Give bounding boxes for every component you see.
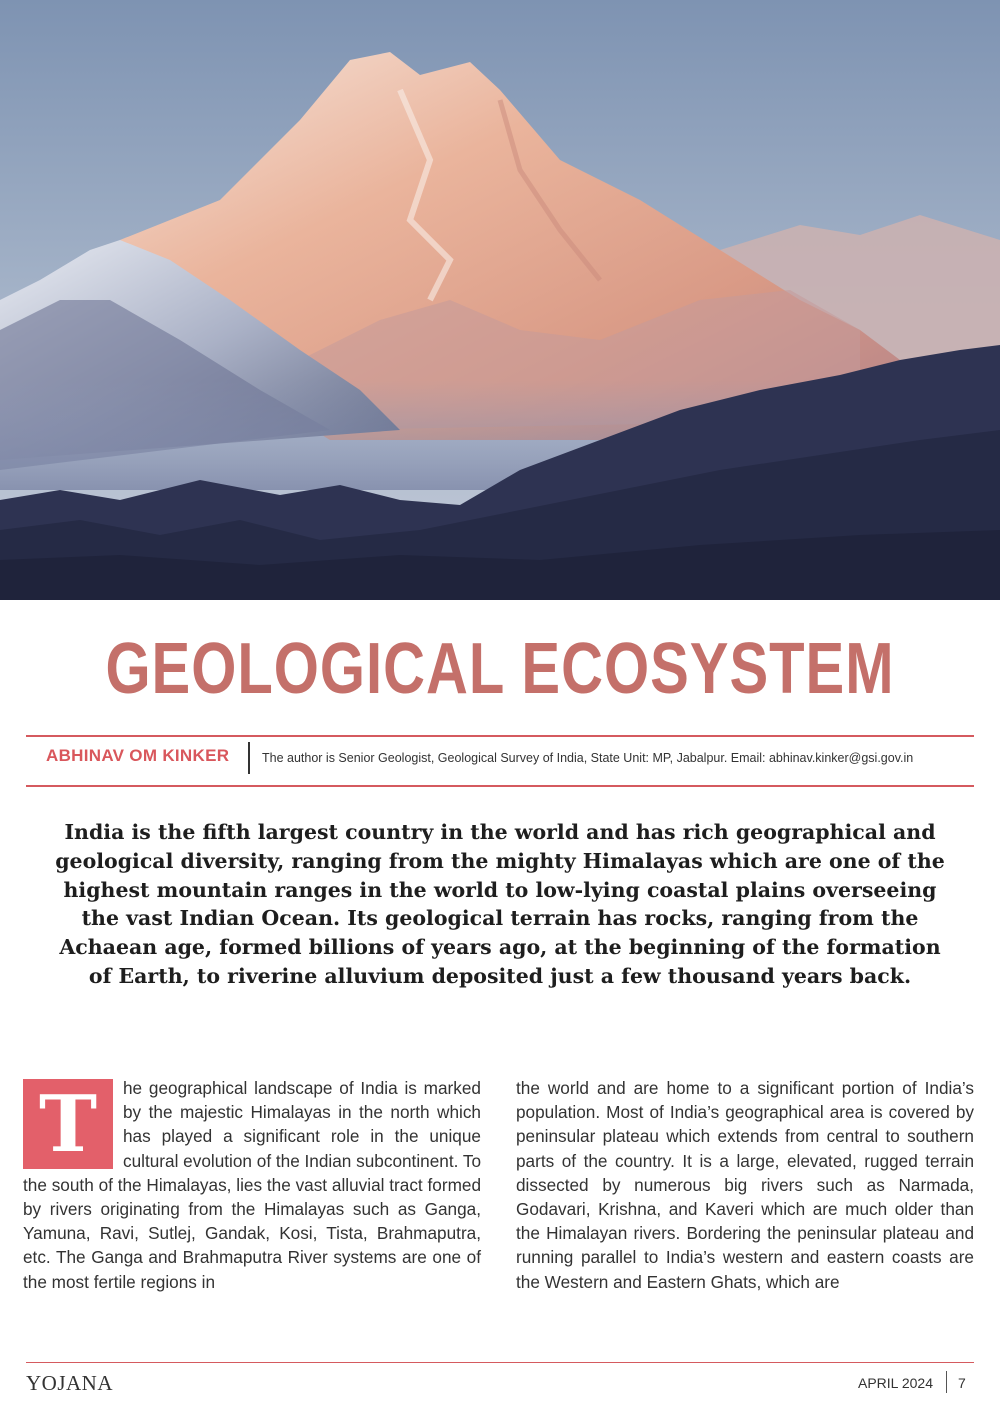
hero-photo bbox=[0, 0, 1000, 600]
drop-cap: T bbox=[23, 1079, 113, 1169]
author-name: ABHINAV OM KINKER bbox=[46, 746, 230, 765]
page-number: 7 bbox=[958, 1375, 966, 1391]
lede-paragraph: India is the fifth largest country in the world and has rich geographical and geological diversity, ranging from the mighty Himalayas which are one of the highest mountain ranges in the world to low-lying coastal plains overseeing the vast Indian Ocean. Its geological terrain has rocks, ranging from the Achaean age, formed billions of years ago, at the beginning of the formation of Earth, to riverine alluvium deposited just a few thousand years back. bbox=[55, 820, 945, 988]
author-note: The author is Senior Geologist, Geological Survey of India, State Unit: MP, Jabalpur. Email: abhinav.kinker@gsi.gov.in bbox=[262, 751, 914, 765]
author-divider bbox=[248, 742, 250, 774]
header-rule-top bbox=[26, 735, 974, 737]
footer-rule bbox=[26, 1362, 974, 1363]
article-title: GEOLOGICAL ECOSYSTEM bbox=[105, 628, 895, 710]
issue-date: APRIL 2024 bbox=[858, 1375, 933, 1391]
body-text-left: he geographical landscape of India is marked by the majestic Himalayas in the north which has played a significant role in the unique cultural evolution of the Indian subcontinent. To the south of the Himalayas, lies the vast alluvial tract formed by rivers originating from the Himalayas such as Ganga, Yamuna, Ravi, Sutlej, Gandak, Kosi, Tista, Brahmaputra, etc. The Ganga and Brahmaputra River systems are one of the most fertile regions in bbox=[23, 1078, 481, 1292]
footer-divider bbox=[946, 1371, 947, 1393]
magazine-name: YOJANA bbox=[26, 1371, 113, 1395]
body-column-right bbox=[516, 1076, 974, 1294]
header-rule-bottom bbox=[26, 785, 974, 787]
body-text-right: the world and are home to a significant portion of India’s population. Most of India’s geographical area is covered by peninsular plateau which extends from central to southern parts of the country. It is a large, elevated, rugged terrain dissected by numerous big rivers such as Narmada, Godavari, Krishna, and Kaveri which are much older than the Himalayan rivers. Bordering the peninsular plateau and running parallel to India’s western and eastern coasts are the Western and Eastern Ghats, which are bbox=[516, 1078, 974, 1292]
body-column-left bbox=[23, 1076, 481, 1294]
